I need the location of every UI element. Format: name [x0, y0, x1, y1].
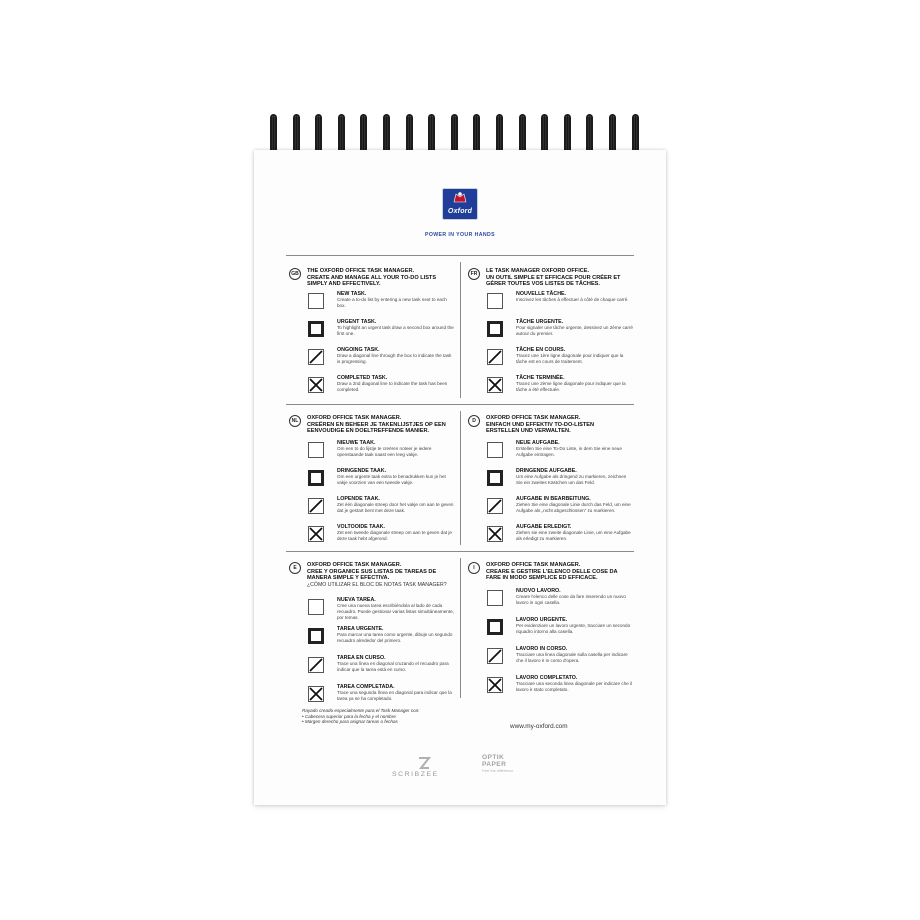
item-description: Um eine Aufgabe als dringend zu markieren, zeichnen Sie ein zweites Kästchen um das Feld.	[516, 474, 627, 485]
section-nl	[289, 415, 454, 541]
item-title: AUFGABE ERLEDIGT.	[516, 524, 572, 530]
item-description: Inscrivez les tâches à effectuer à côté de chaque carré.	[516, 297, 629, 303]
task-legend-item	[468, 675, 633, 701]
item-title: TAREA COMPLETADA.	[337, 684, 395, 690]
item-title: LAVORO IN CORSO.	[516, 646, 568, 652]
item-description: Cree una nueva tarea escribiéndola al lado de cada recuadro. Puede gestionar varias listas simultáneamente, por temas.	[337, 603, 454, 620]
double-box-icon	[308, 628, 324, 644]
item-title: DRINGENDE TAAK.	[337, 468, 387, 474]
optik-text: OPTIK	[482, 754, 505, 761]
optik-text: PAPER	[482, 761, 507, 768]
section-subtitle: CREATE AND MANAGE ALL YOUR TO-DO LISTS SIMPLY AND EFFECTIVELY.	[307, 274, 437, 288]
section-e	[289, 562, 454, 701]
task-legend-item	[468, 524, 631, 550]
single-slash-box-icon	[487, 498, 503, 514]
divider	[460, 411, 461, 545]
optik-tagline: Feel the difference	[482, 769, 514, 773]
cross-box-icon	[308, 526, 324, 542]
task-legend-item	[289, 319, 454, 345]
language-badge: NL	[289, 415, 301, 427]
task-legend-item	[468, 496, 631, 522]
task-legend-item	[468, 468, 628, 494]
language-badge: I	[468, 562, 480, 574]
section-header	[468, 562, 628, 582]
section-header	[289, 562, 449, 588]
task-legend-item	[289, 347, 452, 373]
item-title: NOUVELLE TÂCHE.	[516, 291, 567, 297]
item-title: TAREA URGENTE.	[337, 626, 384, 632]
item-title: ONGOING TASK.	[337, 347, 380, 353]
language-badge: GB	[289, 268, 301, 280]
task-legend-item	[468, 319, 633, 345]
section-subtitle: EINFACH UND EFFEKTIV TO-DO-LISTEN ERSTELLEN UND VERWALTEN.	[486, 421, 595, 435]
section-title: OXFORD OFFICE TASK MANAGER.	[486, 562, 581, 568]
item-title: LOPENDE TAAK.	[337, 496, 380, 502]
item-description: Tracez une 1ère ligne diagonale pour indiquer que la tâche est en cours de traitement.	[516, 353, 624, 364]
empty-box-icon	[308, 293, 324, 309]
section-title: THE OXFORD OFFICE TASK MANAGER.	[307, 268, 415, 274]
item-description: Draw a 2nd diagonal line to indicate the task has been completed.	[337, 381, 448, 392]
cross-box-icon	[487, 677, 503, 693]
item-description: To highlight an urgent task draw a second box around the first one.	[337, 325, 454, 336]
task-legend-item	[289, 684, 452, 710]
cross-box-icon	[487, 526, 503, 542]
section-extra: ¿CÓMO UTILIZAR EL BLOC DE NOTAS TASK MANAGER?	[307, 581, 447, 588]
scribzee-logo	[392, 756, 464, 784]
section-subtitle: CREARE E GESTIRE L'ELENCO DELLE COSE DA FARE IN MODO SEMPLICE ED EFFICACE.	[486, 568, 618, 582]
item-description: Create a to-do list by entering a new task next to each box.	[337, 297, 447, 308]
cross-box-icon	[308, 377, 324, 393]
section-fr	[468, 268, 633, 392]
language-badge: E	[289, 562, 301, 574]
item-title: LAVORO URGENTE.	[516, 617, 568, 623]
item-description: Creare l'elenco delle cose da fare inserendo un nuovo lavoro in ogni casella.	[516, 594, 626, 605]
section-i	[468, 562, 633, 692]
task-legend-item	[468, 646, 628, 672]
empty-box-icon	[308, 442, 324, 458]
item-title: AUFGABE IN BEARBEITUNG.	[516, 496, 591, 502]
item-description: Om een to do lijstje te creëren noteer je iedere openstaande taak naast een leeg vakje.	[337, 446, 432, 457]
item-title: NIEUWE TAAK.	[337, 440, 376, 446]
optik-paper-logo	[482, 754, 532, 786]
task-legend-item	[289, 375, 449, 401]
item-title: URGENT TASK.	[337, 319, 377, 325]
crest-icon	[452, 191, 468, 203]
divider	[460, 558, 461, 698]
language-badge: D	[468, 415, 480, 427]
section-header	[468, 415, 628, 435]
language-badge: FR	[468, 268, 480, 280]
single-slash-box-icon	[487, 349, 503, 365]
item-description: Trace una línea en diagonal cruzando el recuadro para indicar que la tarea está en curso.	[337, 661, 449, 672]
oxford-logo	[425, 188, 495, 220]
item-description: Draw a diagonal line through the box to indicate the task is progressing.	[337, 353, 452, 364]
empty-box-icon	[487, 590, 503, 606]
empty-box-icon	[487, 442, 503, 458]
task-legend-item	[468, 440, 628, 466]
section-subtitle: CREE Y ORGANICE SUS LISTAS DE TAREAS DE MANERA SIMPLE Y EFECTIVA.	[307, 568, 437, 582]
task-legend-item	[289, 496, 454, 522]
logo-text: Oxford	[447, 208, 473, 215]
section-title: OXFORD OFFICE TASK MANAGER.	[486, 415, 581, 421]
section-subtitle: CREËREN EN BEHEER JE TAKENLIJSTJES OP EEN EENVOUDIGE EN DOELTREFFENDE MANIER.	[307, 421, 446, 435]
task-legend-item	[289, 440, 449, 466]
task-legend-item	[289, 468, 449, 494]
item-title: TÂCHE URGENTE.	[516, 319, 564, 325]
task-legend-item	[289, 655, 449, 681]
section-header	[468, 268, 628, 288]
item-title: TAREA EN CURSO.	[337, 655, 386, 661]
single-slash-box-icon	[487, 648, 503, 664]
item-description: Ziehen Sie eine diagonale Linie durch das Feld, um eine Aufgabe als „nicht abgeschlossen“ zu markieren.	[516, 502, 631, 513]
task-legend-item	[289, 597, 454, 623]
single-slash-box-icon	[308, 657, 324, 673]
item-description: Zet een tweede diagonale streep om aan te geven dat je deze taak hebt afgerond.	[337, 530, 452, 541]
task-legend-item	[289, 626, 453, 652]
item-description: Para marcar una tarea como urgente, dibuje un segundo recuadro alrededor del primero.	[337, 632, 453, 643]
divider	[460, 262, 461, 398]
double-box-icon	[487, 470, 503, 486]
task-legend-item	[289, 291, 449, 317]
section-gb	[289, 268, 454, 392]
task-legend-item	[468, 291, 628, 317]
single-slash-box-icon	[308, 349, 324, 365]
scribzee-icon	[416, 756, 432, 770]
scribzee-text: SCRIBZEE	[392, 771, 439, 778]
section-header	[289, 268, 449, 288]
task-legend-item	[468, 588, 628, 614]
task-legend-item	[468, 617, 631, 643]
item-description: Trace una segunda línea en diagonal para indicar que la tarea ya se ha completado.	[337, 690, 452, 701]
divider	[286, 551, 634, 552]
note-line: Rayado creado especialmente para el Task Manager con:	[302, 708, 420, 713]
double-box-icon	[308, 470, 324, 486]
double-box-icon	[487, 619, 503, 635]
website-url: www.my-oxford.com	[510, 723, 568, 730]
item-description: Tracciare una linea diagonale sulla casella per indicare che il lavoro è in corso d'opera.	[516, 652, 628, 663]
item-title: TÂCHE TERMINÉE.	[516, 375, 565, 381]
section-d	[468, 415, 631, 541]
tagline: POWER IN YOUR HANDS	[424, 232, 496, 238]
item-description: Erstellen Sie eine To-Do Liste, in dem Sie eine neue Aufgabe eintragen.	[516, 446, 622, 457]
item-description: Tracciare una seconda linea diagonale per indicare che il lavoro è stato completato.	[516, 681, 633, 692]
item-title: LAVORO COMPLETATO.	[516, 675, 578, 681]
task-legend-item	[289, 524, 452, 550]
task-legend-item	[468, 347, 628, 373]
empty-box-icon	[487, 293, 503, 309]
item-title: VOLTOOIDE TAAK.	[337, 524, 385, 530]
ruling-note	[302, 708, 462, 725]
item-title: NUOVO LAVORO.	[516, 588, 561, 594]
task-legend-item	[468, 375, 628, 401]
item-description: Om een urgente taak extra te benadrukken kun je het vakje voorzien van een tweede vakje.	[337, 474, 446, 485]
double-box-icon	[487, 321, 503, 337]
item-title: NUEVA TAREA.	[337, 597, 376, 603]
section-subtitle: UN OUTIL SIMPLE ET EFFICACE POUR CRÉER ET GÉRER TOUTES VOS LISTES DE TÂCHES.	[486, 274, 621, 288]
cross-box-icon	[308, 686, 324, 702]
item-title: TÂCHE EN COURS.	[516, 347, 566, 353]
item-title: NEW TASK.	[337, 291, 367, 297]
item-title: COMPLETED TASK.	[337, 375, 388, 381]
section-header	[289, 415, 449, 435]
item-description: Ziehen sie eine zweite diagonale Linie, um eine Aufgabe als erledigt zu markieren.	[516, 530, 631, 541]
item-description: Pour signaler une tâche urgente, dessinez un 2ème carré autour du premier.	[516, 325, 633, 336]
item-title: DRINGENDE AUFGABE.	[516, 468, 577, 474]
item-description: Tracez une 2ème ligne diagonale pour indiquer que la tâche a été effectuée.	[516, 381, 626, 392]
section-title: OXFORD OFFICE TASK MANAGER.	[307, 415, 402, 421]
divider	[286, 255, 634, 256]
item-description: Per evidenziare un lavoro urgente, tracciare un secondo riquadro intorno alla casella.	[516, 623, 631, 634]
section-title: OXFORD OFFICE TASK MANAGER.	[307, 562, 402, 568]
divider	[286, 404, 634, 405]
note-line: • Margen derecho para asignar tareas o fechas	[302, 719, 398, 725]
cross-box-icon	[487, 377, 503, 393]
single-slash-box-icon	[308, 498, 324, 514]
double-box-icon	[308, 321, 324, 337]
item-description: Zet één diagonale streep door het vakje om aan te geven dat je gestart bent met deze taak.	[337, 502, 454, 513]
note-line: • Cabecera superior para la fecha y el nombre	[302, 713, 396, 719]
section-title: LE TASK MANAGER OXFORD OFFICE.	[486, 268, 590, 274]
item-title: NEUE AUFGABE.	[516, 440, 560, 446]
empty-box-icon	[308, 599, 324, 615]
